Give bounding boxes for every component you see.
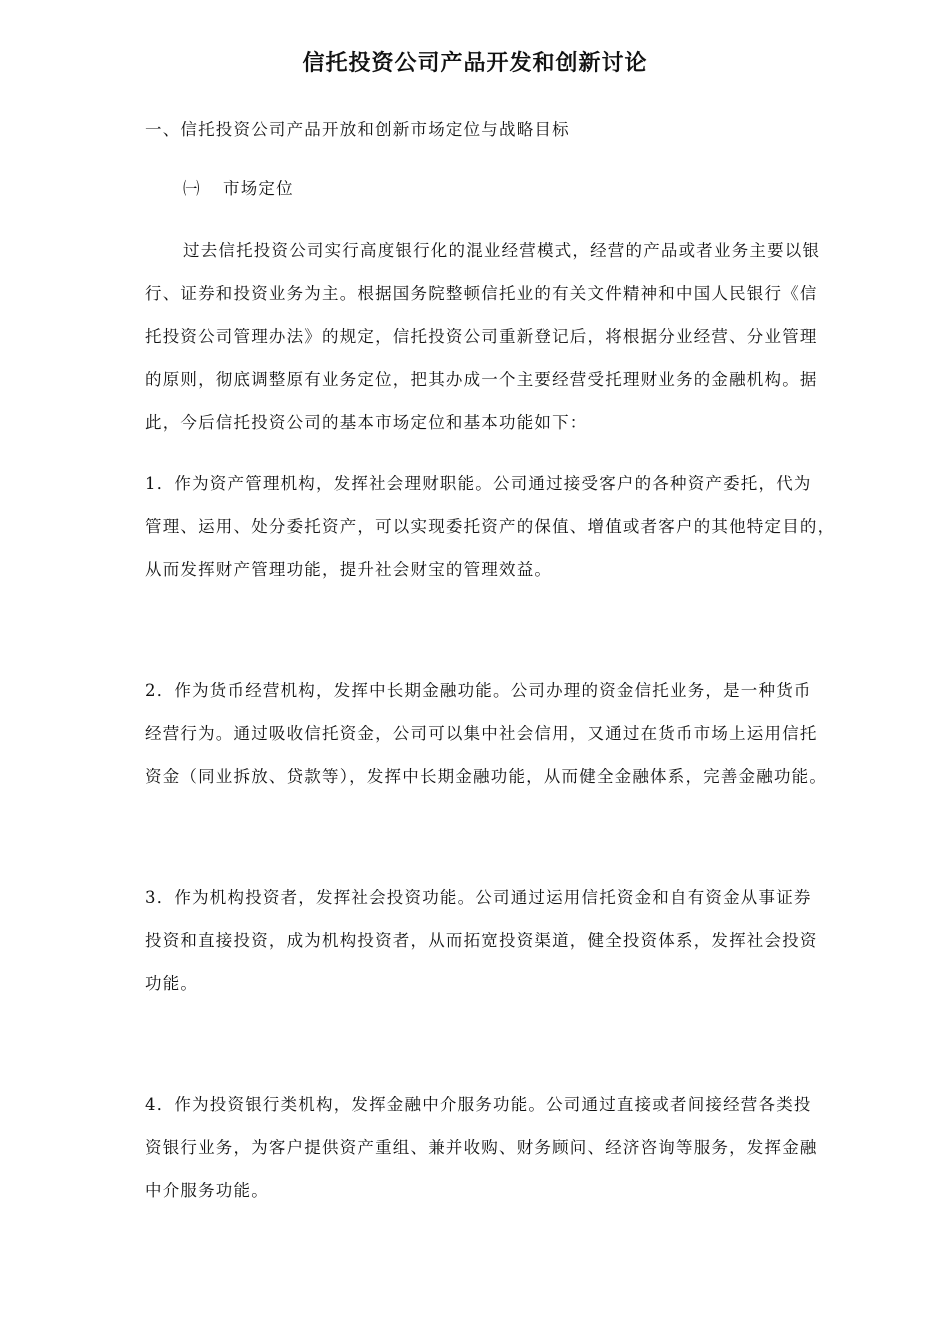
list-item-2-line: 经营行为。通过吸收信托资金，公司可以集中社会信用，又通过在货币市场上运用信托: [145, 724, 818, 743]
list-item-1-line: 从而发挥财产管理功能，提升社会财宝的管理效益。: [145, 560, 553, 579]
intro-line: 托投资公司管理办法》的规定，信托投资公司重新登记后，将根据分业经营、分业管理: [145, 327, 818, 346]
document-title: 信托投资公司产品开发和创新讨论: [302, 51, 648, 76]
list-item-2-line: 2．作为货币经营机构，发挥中长期金融功能。公司办理的资金信托业务，是一种货币: [145, 681, 812, 700]
list-item-2-line: 资金（同业拆放、贷款等），发挥中长期金融功能，从而健全金融体系，完善金融功能。: [145, 767, 828, 786]
list-item-4-line: 中介服务功能。: [145, 1181, 269, 1200]
intro-line: 此，今后信托投资公司的基本市场定位和基本功能如下：: [145, 413, 588, 432]
list-item-4-line: 资银行业务，为客户提供资产重组、兼并收购、财务顾问、经济咨询等服务，发挥金融: [145, 1138, 818, 1157]
section-heading: 一、信托投资公司产品开放和创新市场定位与战略目标: [145, 120, 570, 139]
list-item-3-line: 投资和直接投资，成为机构投资者，从而拓宽投资渠道，健全投资体系，发挥社会投资: [145, 931, 818, 950]
list-item-4-line: 4．作为投资银行类机构，发挥金融中介服务功能。公司通过直接或者间接经营各类投: [145, 1095, 812, 1114]
list-item-1-line: 管理、运用、处分委托资产，可以实现委托资产的保值、增值或者客户的其他特定目的，: [145, 517, 836, 536]
intro-line: 过去信托投资公司实行高度银行化的混业经营模式，经营的产品或者业务主要以银: [183, 241, 821, 260]
list-item-1-line: 1．作为资产管理机构，发挥社会理财职能。公司通过接受客户的各种资产委托，代为: [145, 474, 812, 493]
subsection-heading: [183, 175, 294, 199]
list-item-3-line: 功能。: [145, 974, 199, 993]
subsection-marker: ㈠: [183, 179, 201, 198]
intro-line: 的原则，彻底调整原有业务定位，把其办成一个主要经营受托理财业务的金融机构。据: [145, 370, 818, 389]
list-item-3-line: 3．作为机构投资者，发挥社会投资功能。公司通过运用信托资金和自有资金从事证券: [145, 888, 812, 907]
intro-line: 行、证券和投资业务为主。根据国务院整顿信托业的有关文件精神和中国人民银行《信: [145, 284, 818, 303]
subsection-title: 市场定位: [223, 179, 294, 198]
